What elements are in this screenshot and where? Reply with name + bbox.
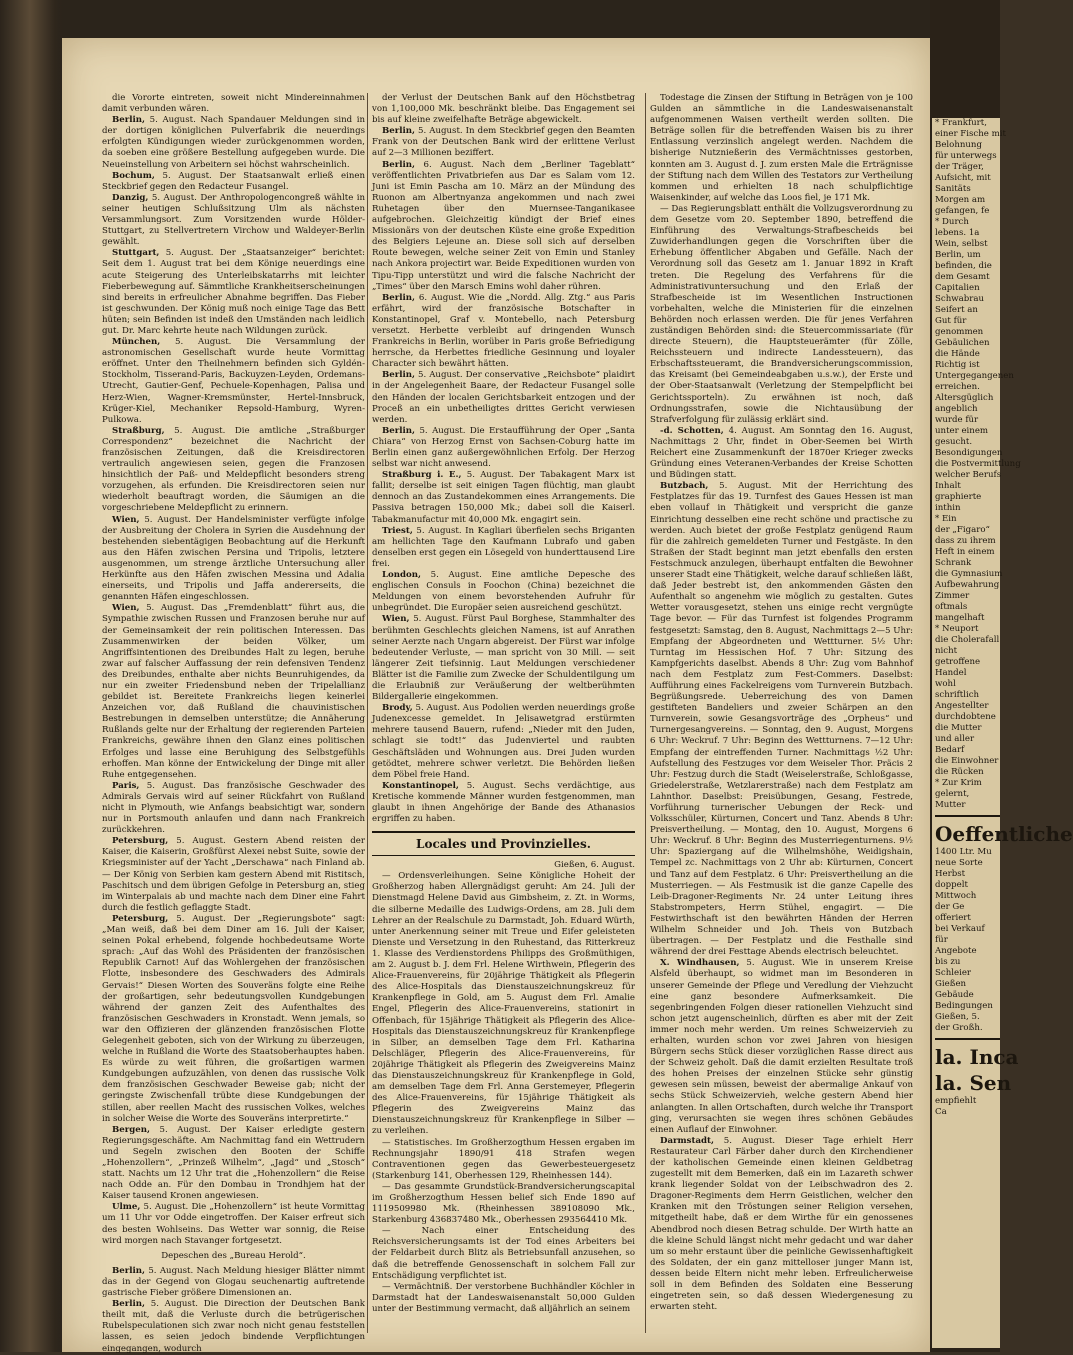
article-paragraph bbox=[372, 871, 635, 1137]
adjacent-line: * Durch bbox=[935, 217, 969, 227]
adjacent-line: Mutter bbox=[935, 800, 966, 810]
paragraph-text: 5. August. Nach Spandauer Meldungen sind in der dortigen königlichen Pulverfabrik die neuerdings erfolgten Kündigungen wieder zurückgenommen worden, da soeben eine größere Bestellung aufgegeben wurde. Die Neueinstellung von Arbeitern sei höchst wahrscheinlich. bbox=[102, 115, 366, 170]
dateline: Berlin, bbox=[382, 159, 416, 170]
adjacent-line: getroffene bbox=[935, 657, 981, 667]
article-paragraph bbox=[102, 515, 365, 604]
adjacent-line: genommen bbox=[935, 327, 984, 337]
paragraph-text: 4. August. Am Sonntag den 16. August, Nachmittags 2 Uhr, findet in Ober-Seemen bei Wirth Reichert eine Zusammenkunft der 1870er Krieger zwecks Gründung eines Veteranen-Verbandes der Kreise Schotten und Büdingen statt. bbox=[650, 425, 914, 481]
paragraph-text: 5. August. In Kagliari überfielen sechs Briganten am hellichten Tage den Kaufmann Lubrafo und gaben denselben erst gegen ein Lösegeld von hunderttausend Lire frei. bbox=[372, 525, 635, 569]
column-rule bbox=[645, 93, 646, 1333]
adjacent-line: Richtig ist bbox=[935, 360, 980, 370]
paragraph-text: 5. August. Der conservative „Reichsbote“ plaidirt in der Angelegenheit Baare, der Redacteur Fusangel solle den Händen der localen Gerichtsbarkeit entzogen und der Proceß an ein unbetheiligtes drittes Gericht verwiesen werden. bbox=[372, 370, 635, 425]
paragraph-text: 5. August. In dem Steckbrief gegen den Beamten Frank von der Deutschen Bank wird der erlittene Verlust auf 2—3 Millionen beziffert. bbox=[372, 126, 635, 159]
dateline: Wien, bbox=[112, 603, 140, 614]
paragraph-text: — Vermächtniß. Der verstorbene Buchhändler Köchler in Darmstadt hat der Landeswaisenanstalt 50,000 Gulden unter der Bestimmung vermacht, daß alljährlich an seinem bbox=[372, 1281, 635, 1314]
dateline: Berlin, bbox=[382, 425, 416, 436]
dateline: München, bbox=[112, 337, 161, 348]
column-3 bbox=[650, 93, 913, 1333]
paragraph-text: 5. August. Nach Meldung hiesiger Blätter nimmt das in der Gegend von Glogau seuchenartig auftretende gastrische Fieber größere Dimensionen an. bbox=[102, 1265, 366, 1299]
paragraph-text: 6. August. Nach dem „Berliner Tageblatt“ veröffentlichten Privatbriefen aus Dar es Salam vom 12. Juni ist Emin Pascha am 10. März an der Mündung des Ruonon am Albertnyanza angekommen und nach zwei Ruhetagen über den Muernsee-Tanganikasee aufgebrochen. Gleichzeitig kündigt der Brief eines Missionärs von der deutschen Küste eine große Expedition des Belgiers Lejeune an. Diese soll sich auf derselben Route bewegen, welche seiner Zeit von Emin und Stanley nach Ankora projectirt war. Beide Expeditionen wurden von Tipu-Tipp unterstützt und wird die falsche Nachricht der „Times“ über den Marsch Emins wohl daher rühren. bbox=[372, 159, 636, 292]
article-paragraph bbox=[102, 248, 365, 337]
paragraph-text: 5. August. Fürst Paul Borghese, Stammhalter des berühmten Geschlechts gleichen Namens, ist auf Anrathen seiner Aerzte nach Ungarn abgereist. Der Fürst war infolge bedeutender Verluste, — man spricht von 30 Mill. — seit längerer Zeit tiefsinnig. Laut Meldungen verschiedener Blätter ist die Familie zum Zwecke der Schuldentilgung um die Erlaubniß zur Veräußerung der weltberühmten Bildergallerie eingekommen. bbox=[372, 614, 635, 703]
adjacent-line: Morgen am bbox=[935, 195, 986, 205]
article-paragraph bbox=[372, 160, 635, 293]
dateline: Berlin, bbox=[382, 292, 416, 303]
adjacent-line: Heft in einem bbox=[935, 547, 995, 557]
dateline: Darmstadt, bbox=[660, 1135, 714, 1146]
adjacent-line: Schrank bbox=[935, 558, 972, 568]
adjacent-line: Gut für bbox=[935, 316, 967, 326]
dateline: Butzbach, bbox=[660, 481, 709, 492]
adjacent-line: mangelhaft bbox=[935, 613, 985, 623]
adjacent-line: Sanitäts bbox=[935, 184, 971, 194]
adjacent-line: die Mutter bbox=[935, 723, 982, 733]
dateline: Bochum, bbox=[112, 170, 155, 181]
article-paragraph bbox=[102, 836, 365, 914]
article-paragraph bbox=[650, 481, 913, 958]
dateline: Straßburg i. E., bbox=[382, 470, 462, 481]
dateline: Berlin, bbox=[112, 115, 146, 126]
dateline: Straßburg, bbox=[112, 425, 165, 436]
dateline: Stuttgart, bbox=[112, 248, 160, 259]
paragraph-text: die Vororte eintreten, soweit nicht Mindereinnahmen damit verbunden wären. bbox=[102, 93, 365, 115]
adjacent-line: Seifert an bbox=[935, 305, 978, 315]
paragraph-text: 5. August. Die Direction der Deutschen Bank theilt mit, daß die Verluste durch die betrügerischen Rubelspeculationen sich zwar noch nicht genau feststellen lassen, es seien jedoch bindende Verpflichtungen eingegangen, wodurch bbox=[102, 1299, 365, 1354]
article-paragraph bbox=[650, 204, 913, 426]
dateline: Berlin, bbox=[112, 1265, 146, 1276]
adjacent-line: die Hände bbox=[935, 349, 980, 359]
paragraph-text: 5. August. Der „Regierungsbote“ sagt: „Man weiß, daß bei dem Diner am 16. Juli der Kaiser, seinen Pokal erhebend, folgende hochbedeutsame Worte sprach: „Auf das Wohl des Präsidenten der französischen Republik Carnot! Auf das Wohlergehen der französischen Flotte, insbesondere des Geschwaders des Admirals Gervais!“ Diesen Worten des Souveräns folgte eine Reihe der großartigen, sehr bedeutungsvollen Kundgebungen während der ganzen Zeit des Aufenthaltes des französischen Geschwaders in Kronstadt. Wenn jemals, so war den Offizieren der glänzenden französischen Flotte Gelegenheit geboten, sich von der Wirkung zu überzeugen, welche in Rußland die Worte des Staatsoberhauptes haben. Es würde zu weit führen, die großartigen warmen Kundgebungen aufzuzählen, von denen das russische Volk dem französischen Geschwader Beweise gab; nicht der geringste Zwischenfall trübte diese Kundgebungen der stillen, aber reellen Macht des russischen Volkes, welches in solcher Weise die Worte des Souveräns interpretirte.“ bbox=[102, 913, 366, 1124]
article-paragraph bbox=[372, 614, 635, 703]
adjacent-line: gefangen, fe bbox=[935, 206, 990, 216]
paragraph-text: — Ordensverleihungen. Seine Königliche Hoheit der Großherzog haben Allergnädigst geruht: Am 24. Juli der Dienstmagd Helene David aus Gimbsheim, z. Zt. in Worms, die silberne Medaille des Ludwigs-Ordens, am 28. Juli dem Lehrer an der Realschule zu Darmstadt, Joh. Eduard Würth, unter Anerkennung seiner mit Treue und Eifer geleisteten Dienste und Versetzung in den Ruhestand, das Ritterkreuz 1. Klasse des Verdienstordens Philipps des Großmüthigen, am 2. August b. J. dem Frl. Helene Wirthwein, Pflegerin des Alice-Frauenvereins, für 20jährige Thätigkeit als Pflegerin des Alice-Hospitals das Dienstauszeichnungskreuz für Krankenpflege in Gold, am 5. August dem Frl. Amalie Engel, Pflegerin des Alice-Frauenvereins, stationirt in Offenbach, für 15jährige Thätigkeit als Pflegerin des Alice-Hospitals das Dienstauszeichnungskreuz für Krankenpflege in Silber, an demselben Tage dem Frl. Katharina Delschläger, Pflegerin des Alice-Frauenvereins, für 20jährige Thätigkeit als Pflegerin des Zweigvereins Mainz das Dienstauszeichnungskreuz für Krankenpflege in Gold, am demselben Tage dem Frl. Anna Gerstemeyer, Pflegerin des Alice-Frauenvereins, für 15jährige Thätigkeit als Pflegerin des Zweigvereins Mainz das Dienstauszeichnungskreuz für Krankenpflege in Silber — zu verleihen. bbox=[372, 871, 635, 1137]
article-paragraph bbox=[372, 1138, 635, 1182]
adjacent-line: dem Gesamt bbox=[935, 272, 990, 282]
adjacent-line: für bbox=[935, 935, 948, 945]
article-paragraph bbox=[650, 958, 913, 1136]
dateline: X. Windhausen, bbox=[660, 958, 740, 969]
paragraph-text: 5. August. Der Handelsminister verfügte infolge der Ausbreitung der Cholera in Syrien die Ausdehnung der bestehenden siebentägigen Beobachtung auf die Herkunft aus den Häfen zwischen Persina und Tripolis, letztere ausgenommen, um strenge ärztliche Untersuchung aller Herkünfte aus den Häfen zwischen Messina und Adalia einerseits, und Tripolis und Jaffa andererseits, die genannten Häfen eingeschlossen. bbox=[102, 514, 365, 603]
adjacent-line: für unterwegs bbox=[935, 151, 997, 161]
article-paragraph bbox=[102, 603, 365, 781]
dateline: Wien, bbox=[382, 614, 410, 625]
article-paragraph bbox=[372, 126, 635, 159]
adjacent-line: die Cholerafall bbox=[935, 635, 1000, 645]
adjacent-line: die Postvermittlung bbox=[935, 459, 1021, 469]
adjacent-line: Gebäude bbox=[935, 990, 974, 1000]
adjacent-line: angeblich bbox=[935, 404, 978, 414]
paragraph-text: 5. August. Das französische Geschwader des Admirals Gervais wird auf seiner Rückfahrt von Rußland nicht in Plymouth, wie Anfangs beabsichtigt war, sondern nur in Portsmouth anlaufen und dann nach Frankreich zurückkehren. bbox=[102, 780, 365, 836]
adjacent-page-text bbox=[932, 118, 1073, 1118]
adjacent-line: * Neuport bbox=[935, 624, 979, 634]
article-paragraph bbox=[650, 1136, 913, 1314]
dateline: London, bbox=[382, 570, 422, 581]
dateline: Bergen, bbox=[112, 1124, 150, 1135]
paragraph-text: — Statistisches. Im Großherzogthum Hessen ergaben im Rechnungsjahr 1890/91 418 Strafen wegen Contraventionen gegen das Gewerbesteuergesetz (Starkenburg 141, Oberhessen 129, Rheinhessen 144). bbox=[372, 1137, 635, 1181]
adjacent-line: * Frankfurt, bbox=[935, 118, 987, 128]
article-paragraph bbox=[102, 1266, 365, 1299]
adjacent-line: wurde für bbox=[935, 415, 979, 425]
adjacent-line: wohl bbox=[935, 679, 956, 689]
adjacent-line: Untergegangenen bbox=[935, 371, 1014, 381]
adjacent-line: Altersgüglich bbox=[935, 393, 994, 403]
adjacent-line: Mittwoch bbox=[935, 891, 977, 901]
adjacent-heading: Oeffentliche bbox=[935, 822, 1073, 846]
article-paragraph bbox=[372, 1226, 635, 1281]
adjacent-line: 1400 Ltr. Mu bbox=[935, 847, 992, 857]
article-paragraph bbox=[372, 570, 635, 614]
adjacent-line: der Träger, bbox=[935, 162, 984, 172]
adjacent-line: die Gymnasium bbox=[935, 569, 1003, 579]
dateline: Gießen, 6. August. bbox=[554, 860, 635, 871]
article-paragraph bbox=[650, 93, 913, 204]
divider bbox=[935, 815, 1000, 817]
article-paragraph bbox=[102, 1125, 365, 1203]
paragraph-text: 5. August. Der „Staatsanzeiger“ berichtet: Seit dem 1. August trat bei dem Könige neuerdings eine acute Steigerung des Unterleibskatarrhs mit leichter Fieberbewegung auf. Sämmtliche Krankheitserscheinungen sind bereits in erfreulicher Abnahme begriffen. Das Fieber ist geschwunden. Der König muß noch einige Tage das Bett hüten; sein Befinden ist indeß den Umständen nach leidlich gut. Dr. Marc kehrte heute nach Wildungen zurück. bbox=[102, 248, 365, 336]
dateline: Petersburg, bbox=[112, 836, 169, 847]
dateline: Brody, bbox=[382, 703, 413, 714]
paragraph-text: 5. August. Sechs verdächtige, aus Kretische kommende Männer wurden festgenommen, man glaubt in ihnen Angehörige der Bande des Athanasios ergriffen zu haben. bbox=[372, 780, 636, 825]
paragraph-text: Todestage die Zinsen der Stiftung in Beträgen von je 100 Gulden an sämmtliche in die Landeswaisenanstalt aufgenommenen Waisen vertheilt werden sollten. Die Beträge sollen für die betreffenden Waisen bis zu ihrer Entlassung verzinslich angelegt werden. Nachdem die bisherige Nutznießerin des Vermächtnisses gestorben, konnten am 3. August d. J. zum ersten Male die Erträgnisse der Stiftung nach dem Willen des Testators zur Vertheilung kommen und erhielten 18 nach schulpflichtige Waisenkinder, auf welche das Loos fiel, je 171 Mk. bbox=[650, 93, 913, 203]
adjacent-line: dass zu ihrem bbox=[935, 536, 996, 546]
paragraph-text: der Verlust der Deutschen Bank auf den Höchstbetrag von 1,100,000 Mk. beschränkt bleibe. Das Engagement sei bis auf kleine zweifelhafte Beträge abgewickelt. bbox=[372, 93, 635, 126]
adjacent-line: der Großh. bbox=[935, 1023, 983, 1033]
article-paragraph bbox=[102, 914, 365, 1125]
adjacent-line: Gießen, 5. bbox=[935, 1012, 980, 1022]
paragraph-text: 5. August. Aus Podolien werden neuerdings große Judenexcesse gemeldet. In Jelisawetgrad erstürmten mehrere tausend Bauern, rufend: „Nieder mit den Juden, schlagt sie todt!“ das Judenviertel und raubten Geschäftsläden und Wohnungen aus. Drei Juden wurden getödtet, mehrere schwer verletzt. Die Behörden ließen dem Pöbel freie Hand. bbox=[372, 703, 636, 780]
dateline: Petersburg, bbox=[112, 913, 169, 924]
paragraph-text: 5. August. Der Tabakagent Marx ist fallit; derselbe ist seit einigen Tagen flüchtig, man glaubt dennoch an das Zustandekommen eines Arrangements. Die Passiva betragen 150,000 Mk.; dabei soll die Kaiserl. Tabakmanufactur mit 40,000 Mk. engagirt sein. bbox=[372, 470, 635, 525]
article-paragraph bbox=[372, 293, 635, 371]
article-paragraph bbox=[102, 1299, 365, 1354]
paragraph-text: — Das Regierungsblatt enthält die Vollzugsverordnung zu dem Gesetze vom 20. September 1890, betreffend die Einführung des Verwaltungs-Strafbescheids bei Zuwiderhandlungen gegen die Vorschriften über die Erhebung öffentlicher Abgaben und Gefälle. Nach der Verordnung soll das Gesetz am 1. Januar 1892 in Kraft treten. Die Regelung des Verfahrens für die Administrativuntersuchung und den Erlaß der Strafbescheide ist im Wesentlichen Instructionen vorbehalten, welche die Ministerien für die einzelnen Behörden noch erlassen werden. Die für jenes Verfahren zuständigen Behörden sind: die Steuercommissariate (für directe Steuern), die Hauptsteuerämter (für Zölle, Reichssteuern und indirecte Landessteuern), das Erbschaftssteueramt, die Brandversicherungscommission, das Kreisamt (bei Gemeindeabgaben u.s.w.), der Erste und der Ober-Staatsanwalt (Verletzung der Stempelpflicht bei Gerichtssporteln). Zu erwähnen ist noch, daß Ordnungsstrafen, sowie die Nichtausübung der Strafverfolgung für zulässig erklärt sind. bbox=[650, 203, 913, 425]
adjacent-line: bei Verkauf bbox=[935, 924, 985, 934]
paragraph-text: 5. August. Wie in unserem Kreise Alsfeld überhaupt, so widmet man im Besonderen in unserer Gemeinde der Pflege und Veredlung der Viehzucht eine ganz besondere Aufmerksamkeit. Die segenbringenden Folgen dieser rationellen Viehzucht sind schon jetzt augenscheinlich, dürften es aber mit der Zeit immer noch mehr werden. Um reines Schweizervieh zu erhalten, wurden schon vor zwei Jahren von hiesigen Bürgern sechs Stück dieser vorzüglichen Rasse direct aus der Schweiz geholt. Daß die damit erzielten Resultate troß des hohen Preises der einzelnen Stücke sehr günstig gewesen sein müssen, beweist der abermalige Ankauf von sechs Stück Schweizervieh, welche gestern Abend hier anlangten. In allen Ortschaften, durch welche ihr Transport ging, verursachten sie wegen ihres schönen Gebäudes einen Auflauf der Einwohner. bbox=[650, 958, 913, 1135]
adjacent-line: Ca bbox=[935, 1107, 947, 1117]
article-paragraph bbox=[650, 426, 913, 481]
paragraph-text: 5. August. Gestern Abend reisten der Kaiser, die Kaiserin, Großfürst Alexei nebst Suite, sowie der Kriegsminister auf der Yacht „Derschawa“ nach Finland ab. — Der König von Serbien kam gestern Abend mit Ristitsch, Paschitsch und dem übrigen Gefolge in Petersburg an, stieg im Winterpalais ab und machte nach dem Diner eine Fahrt durch die festlich geflaggte Stadt. bbox=[102, 836, 365, 913]
adjacent-line: und aller bbox=[935, 734, 975, 744]
adjacent-line: Belohnung bbox=[935, 140, 982, 150]
dateline: Triest, bbox=[382, 525, 413, 536]
adjacent-line: Bedingungen bbox=[935, 1001, 993, 1011]
article-paragraph bbox=[102, 171, 365, 193]
adjacent-line: Handel bbox=[935, 668, 967, 678]
column-2 bbox=[372, 93, 635, 1333]
adjacent-line: graphierte bbox=[935, 492, 982, 502]
column-1 bbox=[102, 93, 366, 1354]
adjacent-line: welcher Berufs bbox=[935, 470, 1002, 480]
paragraph-text: 5. August. Die „Hohenzollern“ ist heute Vormittag um 11 Uhr vor Odde eingetroffen. Der Kaiser erfreut sich des besten Wohlseins. Das Wetter war sonnig, die Reise wird morgen nach Stavanger fortgesetzt. bbox=[102, 1202, 366, 1246]
adjacent-page-edge bbox=[932, 118, 1073, 1348]
adjacent-line: Berlin, um bbox=[935, 250, 981, 260]
adjacent-line: offeriert bbox=[935, 913, 971, 923]
article-paragraph bbox=[372, 703, 635, 781]
paragraph-text: 5. August. Der Anthropologencongreß wählte in seiner heutigen Schlußsitzung Ulm als nächsten Versammlungsort. Zum Vorsitzenden wurde Hölder-Stuttgart, zu Stellvertretern Virchow und Waldeyer-Berlin gewählt. bbox=[102, 192, 366, 248]
dateline: Berlin, bbox=[382, 126, 416, 137]
paragraph-text: 5. August. Das „Fremdenblatt“ führt aus, die Sympathie zwischen Russen und Franzosen beruhe nur auf der Gemeinsamkeit der rein politischen Interessen. Das Zusammenwirken der beiden Völker, um Angriffsintentionen des Dreibundes Halt zu legen, beruhe zwar auf falscher Auffassung der rein defensiven Tendenz des Dreibundes, enthalte aber nichts Beunruhigendes, da nur ein zweiter Friedensbund neben der Tripelallianz gebildet ist. Bereitete Frankreichs liegen keinerlei Anzeichen vor, daß Rußland die chauvinistischen Bestrebungen in demselben unterstütze; die Annäherung Rußlands gelte nur der Erhaltung der regierenden Parteien Frankreichs, gewähre ihnen den Glanz eines politischen Erfolges und lasse eine Beruhigung des Selbstgefühls erhoffen. Man könne der Entwickelung der Dinge mit aller Ruhe entgegensehen. bbox=[102, 603, 365, 780]
column-rule bbox=[367, 93, 368, 1333]
dateline: Wien, bbox=[112, 514, 140, 525]
paragraph-text: 5. August. Mit der Herrichtung des Festplatzes für das 19. Turnfest des Gaues Hessen ist man eben vollauf in Thätigkeit und verspricht die ganze Einrichtung desselben eine recht schöne und practische zu werden. Auch bietet der große Festplatz genügend Raum für die zahlreich gemeldeten Turner und Festgäste. In den Straßen der Stadt beginnt man jetzt ebenfalls den ersten Festschmuck anzulegen, überhaupt entfalten die Bewohner unserer Stadt eine Thätigkeit, welche darauf schließen läßt, daß Jeder bestrebt ist, den ankommenden Gästen den Aufenthalt so angenehm wie möglich zu gestalten. Gutes Wetter vorausgesetzt, stehen uns einige recht vergnügte Tage bevor. — Für das Turnfest ist folgendes Programm festgesetzt: Samstag, den 8. August, Nachmittags 2—5 Uhr: Empfang der Abgeordneten und Wettturner. 5½ Uhr: Turntag im Hessischen Hof. 7 Uhr: Sitzung des Kampfgerichts daselbst. Abends 8 Uhr: Zug vom Bahnhof nach dem Festplatz zum Fest-Commers. Daselbst: Aufführung eines Fackelreigens vom Turnverein Butzbach. Begrüßungsrede. Ueberreichung des von Damen gestifteten Bandeliers und zweier Schärpen an den Turnverein, sowie Gesangsvorträge des „Orpheus“ und Turnergesangvereins. — Sonntag, den 9. August, Morgens 6 Uhr: Weckruf. 7 Uhr: Beginn des Wettturnens. 7—12 Uhr: Empfang der eintreffenden Turner. Nachmittags ½2 Uhr: Aufstellung des Festzuges vor dem Weiseler Thor. Präcis 2 Uhr: Festzug durch die Stadt (Weiselerstraße, Schloßgasse, Griedelerstraße, Wetzlarerstraße) nach dem Festplatz am Lahnthor. Daselbst: Preisübungen, Gesang, Festrede, Vorführung turnerischer Uebungen der Reck- und Volksschüler, Kürturnen, Concert und Tanz. Abends 8 Uhr: Preisvertheilung. — Montag, den 10. August, Morgens 6 Uhr: Weckruf. 8 Uhr: Beginn des Musterriegenturnens. 9½ Uhr: Spaziergang auf die Wilhelmshöhe, Weidigshain, Tempel zc. Nachmittags von 2 Uhr ab: Kürturnen, Concert und Tanz auf dem Festplatz. 6 Uhr: Preisvertheilung an die Musterriegen. — Als Festmusik ist die ganze Capelle des Leib-Dragoner-Regiments Nr. 24 unter Leitung ihres Stabstrompeters, Herrn Stühel, engagirt. — Die Festwirthschaft ist den bewährten Händen der Herren Wilhelm Schneider und Joh. Theis von Butzbach übertragen. — Der Festplatz und die Festhalle sind während der drei Festtage Abends electrisch beleuchtet. bbox=[650, 481, 913, 958]
adjacent-line: oftmals bbox=[935, 602, 968, 612]
adjacent-line: Inhalt bbox=[935, 481, 961, 491]
adjacent-ad-text: la. Sen bbox=[935, 1071, 1012, 1095]
adjacent-line: Capitalien bbox=[935, 283, 980, 293]
article-paragraph bbox=[372, 526, 635, 570]
paragraph-text: 5. August. Der Staatsanwalt erließ einen Steckbrief gegen den Redacteur Fusangel. bbox=[102, 170, 365, 192]
adjacent-line: die Rücken bbox=[935, 767, 984, 777]
adjacent-line: unter einem bbox=[935, 426, 989, 436]
paragraph-text: 6. August. Wie die „Nordd. Allg. Ztg.“ aus Paris erfährt, wird der französische Botschafter in Konstantinopel, Graf v. Montebello, nach Petersburg versetzt. Herbette verbleibt auf dringenden Wunsch Frankreichs in Berlin, worüber in Paris große Befriedigung herrsche, da Herbettes friedliche Gesinnung und loyaler Character sich bewährt hätten. bbox=[372, 292, 635, 370]
section-heading: Locales und Provinzielles. bbox=[372, 831, 635, 856]
article-paragraph bbox=[372, 781, 635, 825]
adjacent-line: gelernt, bbox=[935, 789, 970, 799]
article-paragraph bbox=[102, 426, 365, 515]
article-paragraph bbox=[372, 370, 635, 425]
adjacent-line: einer Fische mit bbox=[935, 129, 1006, 139]
adjacent-line: Bedarf bbox=[935, 745, 965, 755]
article-paragraph bbox=[102, 115, 365, 170]
adjacent-line: Herbst bbox=[935, 869, 966, 879]
article-paragraph bbox=[102, 93, 365, 115]
adjacent-line: Angebote bbox=[935, 946, 977, 956]
adjacent-line: Schwabrau bbox=[935, 294, 984, 304]
adjacent-line: der Ge bbox=[935, 902, 965, 912]
adjacent-ad-text: la. Inca bbox=[935, 1045, 1019, 1069]
article-paragraph bbox=[102, 1202, 365, 1246]
dateline: Berlin, bbox=[112, 1299, 146, 1310]
adjacent-line: durchdobtene bbox=[935, 712, 996, 722]
article-paragraph bbox=[372, 470, 635, 525]
adjacent-line: Wein, selbst bbox=[935, 239, 988, 249]
dateline: Paris, bbox=[112, 780, 140, 791]
adjacent-line: Zimmer bbox=[935, 591, 970, 601]
divider bbox=[935, 1038, 1000, 1040]
adjacent-line: Aufsicht, mit bbox=[935, 173, 991, 183]
paragraph-text: 5. August. Die amtliche „Straßburger Correspondenz“ bezeichnet die Nachricht der französischen Zeitungen, daß die Kreisdirectoren vertraulich angewiesen seien, gegen die Franzosen hinsichtlich der Paß- und Meldepflicht besonders streng vorzugehen, als erfunden. Die Kreisdirectoren seien nur wiederholt beauftragt worden, die Säumigen an die vorgeschriebene Meldepflicht zu erinnern. bbox=[102, 425, 366, 514]
adjacent-line: gesucht. bbox=[935, 437, 973, 447]
article-paragraph bbox=[372, 1282, 635, 1315]
subheading: Depeschen des „Bureau Herold“. bbox=[161, 1250, 306, 1261]
dateline: -d. Schotten, bbox=[660, 425, 724, 436]
adjacent-line: neue Sorte bbox=[935, 858, 983, 868]
dateline: Konstantinopel, bbox=[382, 780, 459, 791]
paragraph-text: 5. August. Dieser Tage erhielt Herr Restaurateur Carl Färber daher durch den Kirchendiener der katholischen Gemeinde einen kleinen Geldbetrag zugestellt mit dem Bemerken, daß ein im Lazareth schwer krank liegender Soldat von der Leibschwadron des 2. Dragoner-Regiments dem Herrn Geistlichen, welcher den Kranken mit den Tröstungen seiner Religion versehen, mitgetheilt habe, daß er dem Wirthe für ein genossenes Abendbrod noch diesen Betrag schulde. Der Wirth hatte an die kleine Schuld längst nicht mehr gedacht und war daher um so mehr erstaunt über die peinliche Gewissenhaftigkeit des Soldaten, der ein ganz mittelloser junger Mann ist, dessen beide Eltern nicht mehr leben. Erfreulicherweise soll in dem Befinden des Soldaten eine Besserung eingetreten sein, so daß dessen Wiedergenesung zu erwarten steht. bbox=[650, 1135, 913, 1313]
dateline: Berlin, bbox=[382, 370, 416, 381]
adjacent-line: der „Figaro“ bbox=[935, 525, 990, 535]
adjacent-line: nicht bbox=[935, 646, 958, 656]
paragraph-text: 5. August. Der Kaiser erledigte gestern Regierungsgeschäfte. Am Nachmittag fand ein Wettrudern und Segeln zwischen den Booten der Schiffe „Hohenzollern“, „Prinzeß Wilhelm“, „Jagd“ und „Stosch“ statt. Nachts um 12 Uhr trat die „Hohenzollern“ die Reise nach Odde an. Für den Dombau in Trondhjem hat der Kaiser tausend Kronen angewiesen. bbox=[102, 1124, 365, 1202]
article-paragraph bbox=[372, 93, 635, 126]
adjacent-line: lebens. 1a bbox=[935, 228, 980, 238]
adjacent-line: * Ein bbox=[935, 514, 957, 524]
adjacent-line: Gießen bbox=[935, 979, 967, 989]
article-paragraph bbox=[372, 1182, 635, 1226]
paragraph-text: 5. August. Die Erstaufführung der Oper „Santa Chiara“ von Herzog Ernst von Sachsen-Coburg hatte im Berlin einen ganz außergewöhnlichen Erfolg. Der Herzog selbst war nicht anwesend. bbox=[372, 425, 636, 470]
adjacent-line: Gebäulichen bbox=[935, 338, 990, 348]
paragraph-text: — Nach einer Entscheidung des Reichsversicherungsamts ist der Tod eines Arbeiters bei der Feldarbeit durch Blitz als Betriebsunfall anzusehen, so daß die betreffende Genossenschaft in solchem Fall zur Entschädigung verpflichtet ist. bbox=[372, 1226, 635, 1281]
adjacent-line: inthin bbox=[935, 503, 961, 513]
adjacent-line: bis zu bbox=[935, 957, 961, 967]
adjacent-line: Besondigungen bbox=[935, 448, 1003, 458]
adjacent-line: erreichen. bbox=[935, 382, 980, 392]
adjacent-line: schriftlich bbox=[935, 690, 980, 700]
adjacent-line: doppelt bbox=[935, 880, 968, 890]
adjacent-line: Aufbewahrung bbox=[935, 580, 1000, 590]
article-paragraph bbox=[102, 193, 365, 248]
adjacent-line: befinden, die bbox=[935, 261, 992, 271]
paragraph-text: 5. August. Die Versammlung der astronomischen Gesellschaft wurde heute Vormittag eröffnet. Unter den Theilnehmern befinden sich Gyldén-Stockholm, Tisserand-Paris, Backuyzen-Leyden, Ordemans-Utrecht, Gautier-Genf, Pechuele-Kopenhagen, Palisa und Herz-Wien, Wagner-Kremsmünster, Hertel-Innsbruck, Krüger-Kiel, Mechaniker Repsold-Hamburg, Wyren-Pulkowa. bbox=[102, 337, 365, 425]
adjacent-line: * Zur Krim bbox=[935, 778, 982, 788]
dateline: Ulme, bbox=[112, 1202, 141, 1213]
article-paragraph bbox=[102, 781, 365, 836]
adjacent-line: Schleier bbox=[935, 968, 972, 978]
article-paragraph bbox=[102, 337, 365, 426]
paragraph-text: 5. August. Eine amtliche Depesche des englischen Consuls in Foochon (China) bezeichnet die Meldungen von einem bevorstehenden Aufruhr für unbegründet. Die Europäer seien ausreichend geschützt. bbox=[372, 570, 635, 614]
dateline: Danzig, bbox=[112, 192, 149, 203]
adjacent-line: die Einwohner bbox=[935, 756, 999, 766]
adjacent-line: empfiehlt bbox=[935, 1096, 977, 1106]
article-paragraph bbox=[372, 426, 635, 470]
newspaper-page bbox=[62, 38, 930, 1352]
paragraph-text: — Das gesammte Grundstück-Brandversicherungscapital im Großherzogthum Hessen belief sich Ende 1890 auf 1119509980 Mk. (Rheinhessen 389108090 Mk., Starkenburg 436837480 Mk., Oberhessen 293564410 Mk. bbox=[372, 1181, 635, 1226]
adjacent-line: Angestellter bbox=[935, 701, 989, 711]
